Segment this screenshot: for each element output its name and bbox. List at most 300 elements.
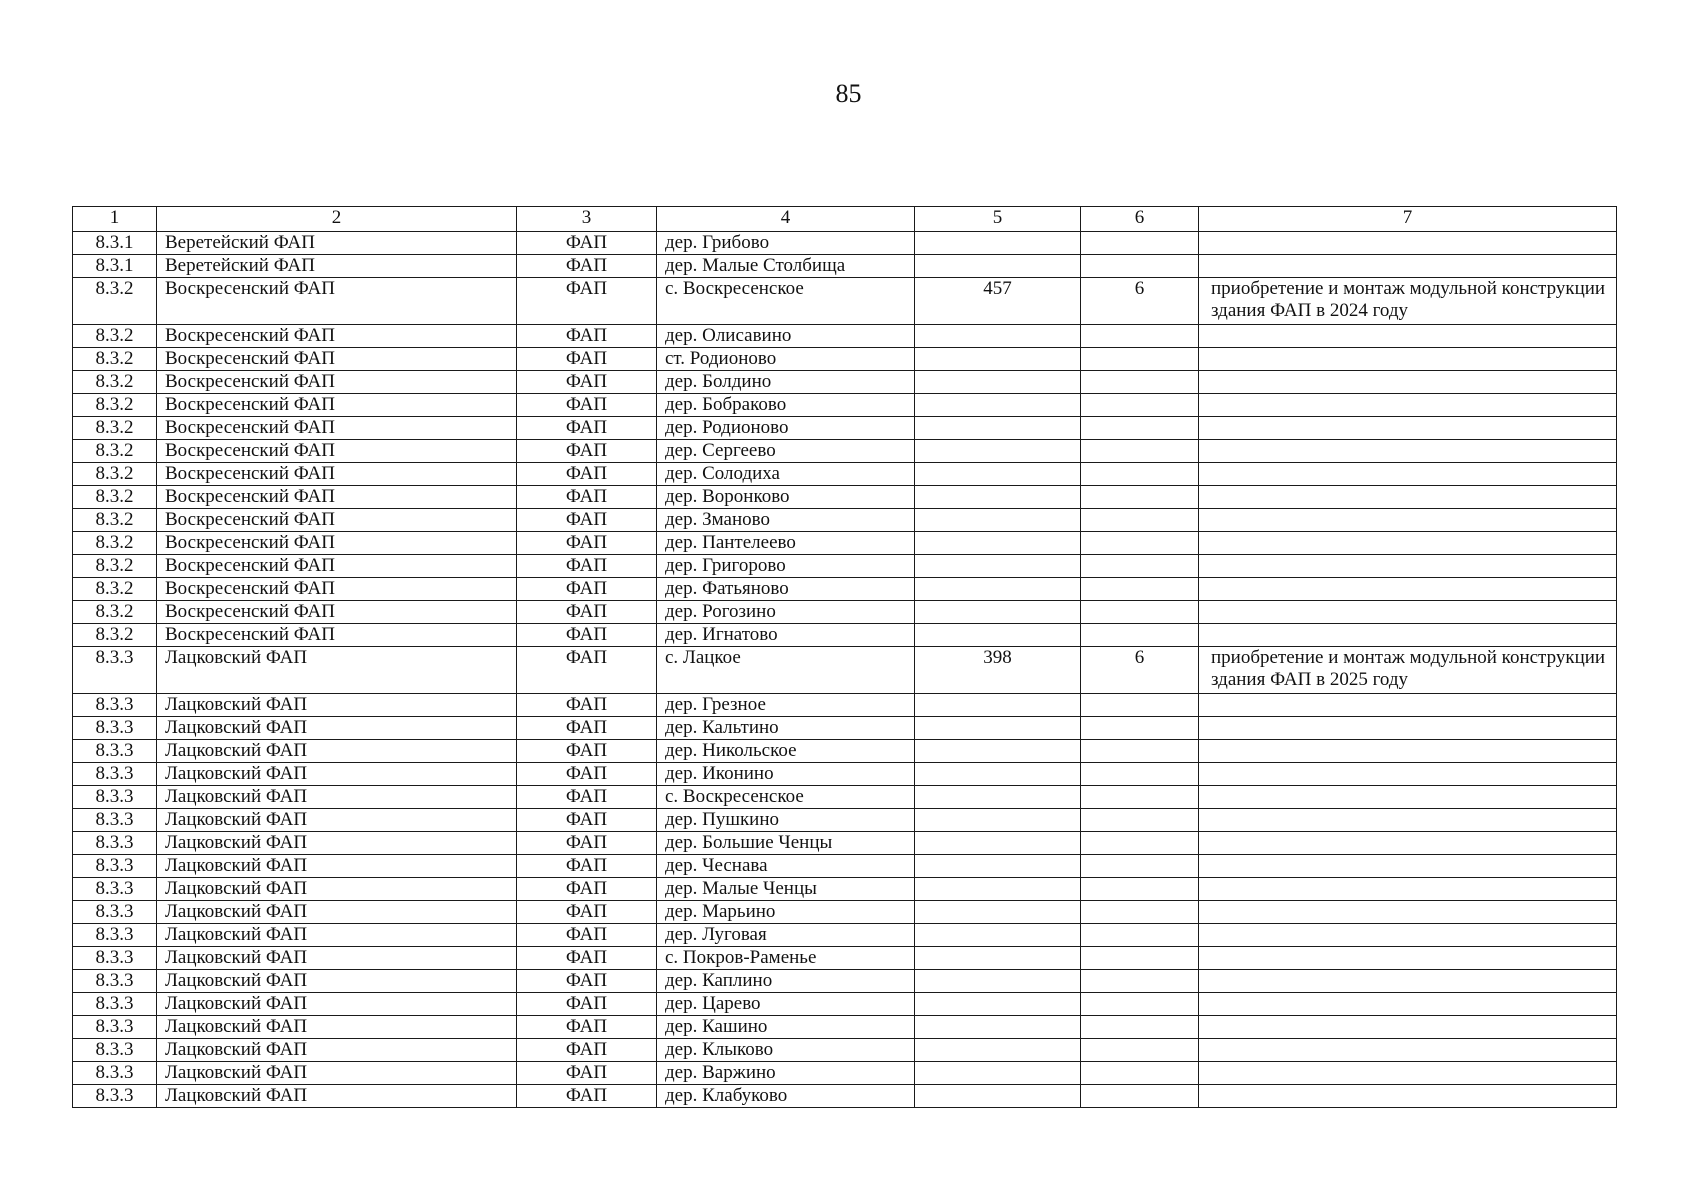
cell-number: 8.3.3 — [73, 970, 157, 993]
cell-note — [1199, 809, 1617, 832]
cell-settlement: дер. Родионово — [657, 417, 915, 440]
cell-col-5 — [915, 924, 1081, 947]
header-col-2: 2 — [157, 207, 517, 232]
cell-facility-name: Лацковский ФАП — [157, 740, 517, 763]
table-row — [73, 832, 1617, 855]
table-row — [73, 993, 1617, 1016]
header-row — [73, 207, 1617, 232]
cell-note — [1199, 901, 1617, 924]
cell-number: 8.3.3 — [73, 1039, 157, 1062]
cell-col-6 — [1081, 878, 1199, 901]
table-row — [73, 717, 1617, 740]
cell-col-5 — [915, 832, 1081, 855]
cell-col-6 — [1081, 993, 1199, 1016]
cell-settlement: дер. Каплино — [657, 970, 915, 993]
cell-facility-name: Лацковский ФАП — [157, 855, 517, 878]
cell-facility-name: Воскресенский ФАП — [157, 371, 517, 394]
cell-facility-name: Воскресенский ФАП — [157, 486, 517, 509]
cell-settlement: дер. Малые Ченцы — [657, 878, 915, 901]
cell-facility-name: Лацковский ФАП — [157, 993, 517, 1016]
cell-facility-name: Лацковский ФАП — [157, 809, 517, 832]
cell-number: 8.3.3 — [73, 924, 157, 947]
cell-facility-type: ФАП — [517, 694, 657, 717]
cell-settlement: дер. Никольское — [657, 740, 915, 763]
cell-note — [1199, 786, 1617, 809]
cell-facility-name: Лацковский ФАП — [157, 647, 517, 694]
cell-col-5 — [915, 740, 1081, 763]
table-row — [73, 647, 1617, 694]
cell-facility-type: ФАП — [517, 601, 657, 624]
cell-settlement: дер. Рогозино — [657, 601, 915, 624]
cell-number: 8.3.3 — [73, 1016, 157, 1039]
cell-number: 8.3.2 — [73, 532, 157, 555]
cell-note — [1199, 578, 1617, 601]
table-header — [73, 207, 1617, 232]
cell-facility-type: ФАП — [517, 232, 657, 255]
cell-number: 8.3.2 — [73, 486, 157, 509]
table-row — [73, 763, 1617, 786]
cell-facility-type: ФАП — [517, 832, 657, 855]
cell-col-6 — [1081, 1016, 1199, 1039]
cell-number: 8.3.2 — [73, 624, 157, 647]
cell-col-5 — [915, 440, 1081, 463]
table-row — [73, 394, 1617, 417]
cell-col-6 — [1081, 717, 1199, 740]
cell-note — [1199, 232, 1617, 255]
cell-facility-type: ФАП — [517, 325, 657, 348]
table-row — [73, 255, 1617, 278]
cell-facility-type: ФАП — [517, 717, 657, 740]
table-row — [73, 532, 1617, 555]
table-row — [73, 855, 1617, 878]
cell-settlement: дер. Клыково — [657, 1039, 915, 1062]
cell-note — [1199, 740, 1617, 763]
cell-facility-name: Лацковский ФАП — [157, 1039, 517, 1062]
cell-col-5 — [915, 624, 1081, 647]
cell-col-6 — [1081, 348, 1199, 371]
cell-facility-name: Лацковский ФАП — [157, 786, 517, 809]
cell-number: 8.3.3 — [73, 947, 157, 970]
cell-facility-name: Воскресенский ФАП — [157, 325, 517, 348]
cell-col-5 — [915, 993, 1081, 1016]
cell-col-6 — [1081, 970, 1199, 993]
cell-facility-type: ФАП — [517, 486, 657, 509]
cell-note — [1199, 970, 1617, 993]
table-row — [73, 786, 1617, 809]
cell-number: 8.3.3 — [73, 647, 157, 694]
cell-facility-name: Воскресенский ФАП — [157, 555, 517, 578]
cell-settlement: дер. Солодиха — [657, 463, 915, 486]
header-col-4: 4 — [657, 207, 915, 232]
table-row — [73, 371, 1617, 394]
header-col-5: 5 — [915, 207, 1081, 232]
cell-facility-type: ФАП — [517, 463, 657, 486]
table-row — [73, 417, 1617, 440]
cell-settlement: дер. Царево — [657, 993, 915, 1016]
cell-note — [1199, 924, 1617, 947]
cell-note — [1199, 878, 1617, 901]
cell-facility-name: Воскресенский ФАП — [157, 278, 517, 325]
cell-number: 8.3.2 — [73, 371, 157, 394]
cell-facility-type: ФАП — [517, 855, 657, 878]
cell-settlement: ст. Родионово — [657, 348, 915, 371]
cell-facility-type: ФАП — [517, 740, 657, 763]
cell-col-6 — [1081, 255, 1199, 278]
table-row — [73, 1062, 1617, 1085]
table-row — [73, 970, 1617, 993]
cell-settlement: с. Покров-Раменье — [657, 947, 915, 970]
cell-note — [1199, 1085, 1617, 1108]
table-row — [73, 1085, 1617, 1108]
cell-col-6 — [1081, 924, 1199, 947]
cell-facility-name: Лацковский ФАП — [157, 832, 517, 855]
cell-settlement: дер. Грибово — [657, 232, 915, 255]
cell-col-5 — [915, 786, 1081, 809]
cell-col-6 — [1081, 624, 1199, 647]
cell-facility-name: Воскресенский ФАП — [157, 624, 517, 647]
cell-number: 8.3.2 — [73, 601, 157, 624]
cell-facility-type: ФАП — [517, 763, 657, 786]
cell-facility-type: ФАП — [517, 901, 657, 924]
table-row — [73, 624, 1617, 647]
cell-number: 8.3.2 — [73, 278, 157, 325]
cell-number: 8.3.1 — [73, 255, 157, 278]
cell-col-5 — [915, 694, 1081, 717]
cell-facility-type: ФАП — [517, 394, 657, 417]
cell-facility-type: ФАП — [517, 970, 657, 993]
cell-facility-type: ФАП — [517, 417, 657, 440]
cell-note — [1199, 1062, 1617, 1085]
cell-settlement: дер. Воронково — [657, 486, 915, 509]
cell-col-6 — [1081, 1085, 1199, 1108]
cell-settlement: дер. Фатьяново — [657, 578, 915, 601]
cell-col-6 — [1081, 325, 1199, 348]
cell-number: 8.3.3 — [73, 1062, 157, 1085]
cell-col-6 — [1081, 763, 1199, 786]
cell-col-5 — [915, 255, 1081, 278]
cell-col-6 — [1081, 232, 1199, 255]
cell-number: 8.3.2 — [73, 509, 157, 532]
cell-note — [1199, 255, 1617, 278]
cell-note — [1199, 325, 1617, 348]
cell-number: 8.3.2 — [73, 440, 157, 463]
cell-facility-type: ФАП — [517, 947, 657, 970]
header-col-6: 6 — [1081, 207, 1199, 232]
cell-settlement: дер. Кальтино — [657, 717, 915, 740]
cell-col-6 — [1081, 1062, 1199, 1085]
cell-col-5: 457 — [915, 278, 1081, 325]
cell-note — [1199, 993, 1617, 1016]
cell-col-5: 398 — [915, 647, 1081, 694]
cell-col-6 — [1081, 901, 1199, 924]
cell-col-5 — [915, 1085, 1081, 1108]
cell-number: 8.3.3 — [73, 832, 157, 855]
table-row — [73, 947, 1617, 970]
cell-col-5 — [915, 901, 1081, 924]
table-row — [73, 325, 1617, 348]
cell-facility-type: ФАП — [517, 440, 657, 463]
cell-facility-type: ФАП — [517, 532, 657, 555]
header-col-3: 3 — [517, 207, 657, 232]
cell-settlement: дер. Грезное — [657, 694, 915, 717]
table-row — [73, 740, 1617, 763]
cell-col-6 — [1081, 417, 1199, 440]
cell-facility-name: Лацковский ФАП — [157, 1085, 517, 1108]
cell-number: 8.3.3 — [73, 993, 157, 1016]
cell-note — [1199, 486, 1617, 509]
cell-number: 8.3.2 — [73, 463, 157, 486]
cell-settlement: дер. Большие Ченцы — [657, 832, 915, 855]
cell-col-6 — [1081, 1039, 1199, 1062]
cell-settlement: дер. Пушкино — [657, 809, 915, 832]
cell-number: 8.3.2 — [73, 325, 157, 348]
cell-facility-type: ФАП — [517, 1016, 657, 1039]
cell-col-6 — [1081, 371, 1199, 394]
table-row — [73, 901, 1617, 924]
cell-number: 8.3.3 — [73, 786, 157, 809]
table-row — [73, 348, 1617, 371]
cell-facility-name: Лацковский ФАП — [157, 924, 517, 947]
cell-col-6 — [1081, 786, 1199, 809]
cell-settlement: с. Воскресенское — [657, 278, 915, 325]
cell-settlement: дер. Малые Столбища — [657, 255, 915, 278]
table-row — [73, 809, 1617, 832]
cell-facility-type: ФАП — [517, 255, 657, 278]
cell-col-5 — [915, 232, 1081, 255]
cell-col-5 — [915, 1039, 1081, 1062]
cell-settlement: дер. Игнатово — [657, 624, 915, 647]
cell-col-5 — [915, 348, 1081, 371]
table-row — [73, 924, 1617, 947]
cell-number: 8.3.3 — [73, 1085, 157, 1108]
cell-facility-name: Лацковский ФАП — [157, 878, 517, 901]
cell-col-5 — [915, 417, 1081, 440]
cell-number: 8.3.2 — [73, 348, 157, 371]
cell-col-5 — [915, 855, 1081, 878]
cell-settlement: с. Лацкое — [657, 647, 915, 694]
cell-note — [1199, 440, 1617, 463]
cell-settlement: дер. Зманово — [657, 509, 915, 532]
table-row — [73, 232, 1617, 255]
cell-settlement: с. Воскресенское — [657, 786, 915, 809]
cell-facility-name: Лацковский ФАП — [157, 1016, 517, 1039]
cell-col-5 — [915, 509, 1081, 532]
cell-col-5 — [915, 394, 1081, 417]
cell-settlement: дер. Чеснава — [657, 855, 915, 878]
cell-col-5 — [915, 878, 1081, 901]
table-row — [73, 1016, 1617, 1039]
cell-col-6 — [1081, 394, 1199, 417]
cell-facility-type: ФАП — [517, 578, 657, 601]
cell-col-5 — [915, 463, 1081, 486]
cell-facility-type: ФАП — [517, 371, 657, 394]
cell-settlement: дер. Болдино — [657, 371, 915, 394]
cell-facility-type: ФАП — [517, 878, 657, 901]
cell-note — [1199, 1039, 1617, 1062]
cell-facility-type: ФАП — [517, 555, 657, 578]
cell-number: 8.3.3 — [73, 878, 157, 901]
table-row — [73, 555, 1617, 578]
cell-settlement: дер. Олисавино — [657, 325, 915, 348]
cell-facility-name: Воскресенский ФАП — [157, 440, 517, 463]
cell-note — [1199, 717, 1617, 740]
cell-note — [1199, 509, 1617, 532]
cell-number: 8.3.3 — [73, 763, 157, 786]
cell-note: приобретение и монтаж модульной конструкции здания ФАП в 2024 году — [1199, 278, 1617, 325]
cell-note — [1199, 555, 1617, 578]
cell-facility-name: Лацковский ФАП — [157, 694, 517, 717]
cell-col-6 — [1081, 694, 1199, 717]
cell-col-6 — [1081, 463, 1199, 486]
table-row — [73, 486, 1617, 509]
cell-col-6 — [1081, 855, 1199, 878]
cell-number: 8.3.3 — [73, 809, 157, 832]
cell-settlement: дер. Кашино — [657, 1016, 915, 1039]
cell-facility-type: ФАП — [517, 993, 657, 1016]
cell-note — [1199, 601, 1617, 624]
cell-facility-name: Лацковский ФАП — [157, 717, 517, 740]
cell-col-6 — [1081, 947, 1199, 970]
cell-number: 8.3.2 — [73, 578, 157, 601]
cell-facility-name: Воскресенский ФАП — [157, 417, 517, 440]
cell-col-6 — [1081, 509, 1199, 532]
cell-number: 8.3.3 — [73, 901, 157, 924]
cell-number: 8.3.1 — [73, 232, 157, 255]
cell-facility-name: Воскресенский ФАП — [157, 394, 517, 417]
cell-col-5 — [915, 717, 1081, 740]
cell-facility-type: ФАП — [517, 924, 657, 947]
table-row — [73, 440, 1617, 463]
cell-settlement: дер. Луговая — [657, 924, 915, 947]
cell-facility-type: ФАП — [517, 809, 657, 832]
cell-number: 8.3.2 — [73, 394, 157, 417]
cell-note — [1199, 763, 1617, 786]
cell-note — [1199, 694, 1617, 717]
cell-col-6 — [1081, 809, 1199, 832]
cell-col-6 — [1081, 740, 1199, 763]
cell-col-5 — [915, 970, 1081, 993]
cell-col-5 — [915, 601, 1081, 624]
cell-col-6 — [1081, 832, 1199, 855]
cell-facility-name: Лацковский ФАП — [157, 947, 517, 970]
cell-settlement: дер. Григорово — [657, 555, 915, 578]
cell-col-6 — [1081, 486, 1199, 509]
cell-note — [1199, 947, 1617, 970]
cell-note: приобретение и монтаж модульной конструкции здания ФАП в 2025 году — [1199, 647, 1617, 694]
table-row — [73, 601, 1617, 624]
cell-facility-type: ФАП — [517, 624, 657, 647]
cell-note — [1199, 348, 1617, 371]
table-body — [73, 232, 1617, 1108]
cell-facility-name: Лацковский ФАП — [157, 901, 517, 924]
cell-note — [1199, 832, 1617, 855]
page-number: 85 — [835, 79, 862, 108]
header-col-7: 7 — [1199, 207, 1617, 232]
cell-facility-type: ФАП — [517, 278, 657, 325]
cell-note — [1199, 855, 1617, 878]
cell-facility-type: ФАП — [517, 348, 657, 371]
cell-facility-type: ФАП — [517, 786, 657, 809]
cell-settlement: дер. Пантелеево — [657, 532, 915, 555]
cell-col-6 — [1081, 601, 1199, 624]
cell-facility-name: Лацковский ФАП — [157, 1062, 517, 1085]
cell-col-6 — [1081, 440, 1199, 463]
cell-col-6: 6 — [1081, 278, 1199, 325]
cell-facility-name: Воскресенский ФАП — [157, 509, 517, 532]
cell-col-6 — [1081, 555, 1199, 578]
cell-col-6 — [1081, 532, 1199, 555]
cell-note — [1199, 371, 1617, 394]
cell-number: 8.3.2 — [73, 555, 157, 578]
cell-col-5 — [915, 325, 1081, 348]
table-row — [73, 694, 1617, 717]
cell-settlement: дер. Иконино — [657, 763, 915, 786]
cell-note — [1199, 624, 1617, 647]
cell-settlement: дер. Бобраково — [657, 394, 915, 417]
cell-facility-name: Воскресенский ФАП — [157, 463, 517, 486]
cell-facility-name: Лацковский ФАП — [157, 970, 517, 993]
cell-facility-name: Веретейский ФАП — [157, 255, 517, 278]
table-row — [73, 278, 1617, 325]
cell-note — [1199, 532, 1617, 555]
cell-facility-name: Воскресенский ФАП — [157, 601, 517, 624]
cell-facility-name: Воскресенский ФАП — [157, 348, 517, 371]
cell-col-5 — [915, 809, 1081, 832]
cell-note — [1199, 417, 1617, 440]
cell-note — [1199, 1016, 1617, 1039]
cell-note — [1199, 463, 1617, 486]
cell-col-5 — [915, 486, 1081, 509]
cell-number: 8.3.3 — [73, 855, 157, 878]
cell-note — [1199, 394, 1617, 417]
cell-col-5 — [915, 555, 1081, 578]
table-row — [73, 578, 1617, 601]
cell-col-5 — [915, 532, 1081, 555]
cell-facility-type: ФАП — [517, 1085, 657, 1108]
facilities-table — [72, 206, 1617, 1108]
cell-number: 8.3.3 — [73, 694, 157, 717]
table-row — [73, 463, 1617, 486]
cell-col-6: 6 — [1081, 647, 1199, 694]
table-row — [73, 509, 1617, 532]
cell-col-5 — [915, 371, 1081, 394]
cell-settlement: дер. Марьино — [657, 901, 915, 924]
cell-col-5 — [915, 763, 1081, 786]
cell-col-5 — [915, 1062, 1081, 1085]
cell-col-5 — [915, 947, 1081, 970]
cell-facility-type: ФАП — [517, 509, 657, 532]
cell-col-5 — [915, 578, 1081, 601]
cell-number: 8.3.3 — [73, 740, 157, 763]
table-row — [73, 1039, 1617, 1062]
cell-number: 8.3.2 — [73, 417, 157, 440]
cell-settlement: дер. Варжино — [657, 1062, 915, 1085]
cell-facility-name: Лацковский ФАП — [157, 763, 517, 786]
cell-facility-name: Воскресенский ФАП — [157, 578, 517, 601]
cell-number: 8.3.3 — [73, 717, 157, 740]
cell-facility-type: ФАП — [517, 1039, 657, 1062]
cell-facility-name: Веретейский ФАП — [157, 232, 517, 255]
cell-col-5 — [915, 1016, 1081, 1039]
cell-facility-type: ФАП — [517, 647, 657, 694]
cell-settlement: дер. Сергеево — [657, 440, 915, 463]
cell-facility-type: ФАП — [517, 1062, 657, 1085]
header-col-1: 1 — [73, 207, 157, 232]
cell-col-6 — [1081, 578, 1199, 601]
table-row — [73, 878, 1617, 901]
cell-facility-name: Воскресенский ФАП — [157, 532, 517, 555]
cell-settlement: дер. Клабуково — [657, 1085, 915, 1108]
